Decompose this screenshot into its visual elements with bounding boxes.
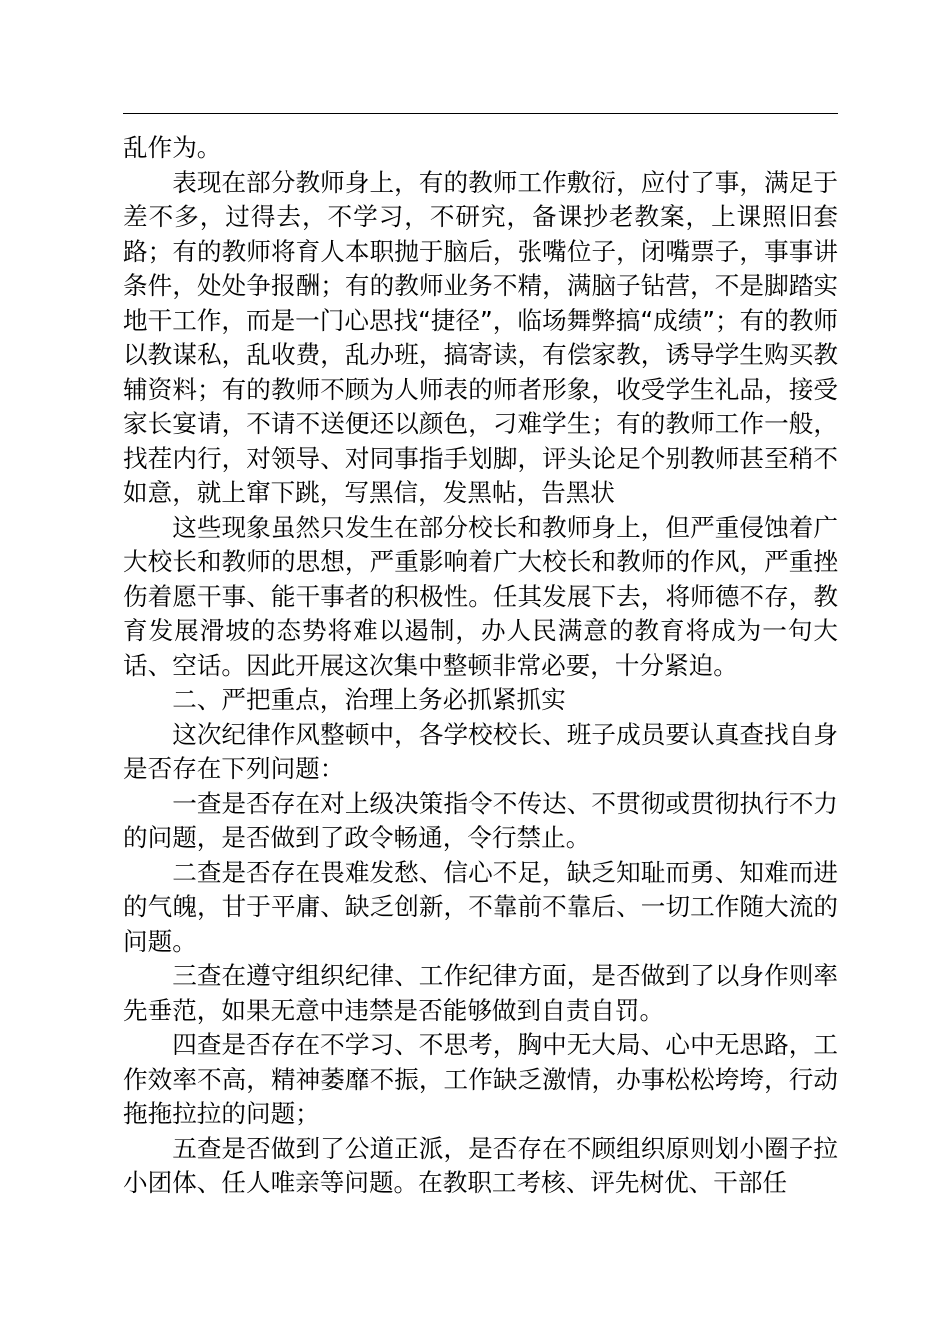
paragraph-continuation: 乱作为。 xyxy=(123,133,222,162)
paragraph-impact: 这些现象虽然只发生在部分校长和教师身上，但严重侵蚀着广大校长和教师的思想，严重影响着广大校长和教师的作风，严重挫伤着愿干事、能干事者的积极性。任其发展下去，将师德不存，教育发展滑坡的态势将难以遏制，办人民满意的教育将成为一句大话、空话。因此开展这次集中整顿非常必要，十分紧迫。 xyxy=(123,512,838,680)
paragraph-check-1: 一查是否存在对上级决策指令不传达、不贯彻或贯彻执行不力的问题，是否做到了政令畅通，令行禁止。 xyxy=(123,788,838,852)
paragraph-check-5: 五查是否做到了公道正派，是否存在不顾组织原则划小圈子拉小团体、任人唯亲等问题。在教职工考核、评先树优、干部任 xyxy=(123,1133,838,1197)
paragraph-teacher-problems: 表现在部分教师身上，有的教师工作敷衍，应付了事，满足于差不多，过得去，不学习，不研究，备课抄老教案，上课照旧套路；有的教师将育人本职抛于脑后，张嘴位子，闭嘴票子，事事讲条件，处处争报酬；有的教师业务不精，满脑子钻营，不是脚踏实地干工作，而是一门心思找“捷径”，临场舞弊搞“成绩”；有的教师以教谋私，乱收费，乱办班，搞寄读，有偿家教，诱导学生购买教辅资料；有的教师不顾为人师表的师者形象，收受学生礼品，接受家长宴请，不请不送便还以颜色，刁难学生；有的教师工作一般，找茬内行，对领导、对同事指手划脚，评头论足个别教师甚至稍不如意，就上窜下跳，写黑信，发黑帖，告黑状 xyxy=(123,167,838,507)
document-body xyxy=(123,131,838,1201)
paragraph-check-2: 二查是否存在畏难发愁、信心不足，缺乏知耻而勇、知难而进的气魄，甘于平庸、缺乏创新，不靠前不靠后、一切工作随大流的问题。 xyxy=(123,857,838,956)
section-heading-2: 二、严把重点，治理上务必抓紧抓实 xyxy=(172,685,566,714)
paragraph-check-3: 三查在遵守组织纪律、工作纪律方面，是否做到了以身作则率先垂范，如果无意中违禁是否能够做到自责自罚。 xyxy=(123,961,838,1025)
header-rule xyxy=(123,113,838,114)
paragraph-check-intro: 这次纪律作风整顿中，各学校校长、班子成员要认真查找自身是否存在下列问题： xyxy=(123,719,838,783)
paragraph-check-4: 四查是否存在不学习、不思考，胸中无大局、心中无思路，工作效率不高，精神萎靡不振，工作缺乏激情，办事松松垮垮，行动拖拖拉拉的问题； xyxy=(123,1030,838,1128)
